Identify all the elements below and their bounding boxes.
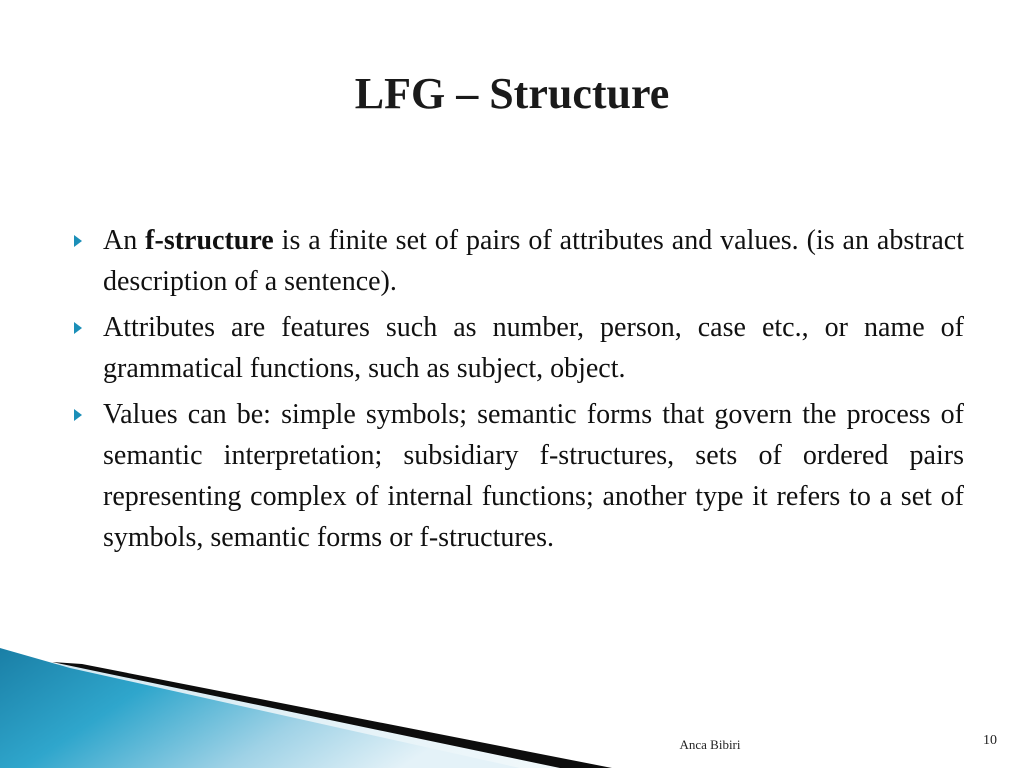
page-number: 10: [983, 733, 997, 748]
bullet-list: [74, 220, 964, 563]
triangle-right-icon: [74, 409, 82, 421]
slide-title: LFG – Structure: [354, 69, 670, 118]
bullet-text: is a finite set of pairs of attributes and values. (is an abstract description of a sentence).: [103, 225, 964, 297]
triangle-right-icon: [74, 322, 82, 334]
bold-term-f-structure: f-structure: [145, 225, 274, 256]
triangle-right-icon: [74, 235, 82, 247]
bullet-text-prefix: An: [103, 225, 146, 256]
footer-author: Anca Bibiri: [679, 737, 741, 752]
bullet-text: Attributes are features such as number, person, case etc., or name of grammatical functions, such as subject, object.: [103, 312, 964, 384]
bullet-text: Values can be: simple symbols; semantic forms that govern the process of semantic interpretation; subsidiary f-structures, sets of ordered pairs representing complex of internal functions; another type it refers to a set of symbols, semantic forms or f-structures.: [103, 399, 964, 553]
bullet-item-values: [74, 394, 964, 558]
bullet-item-f-structure: [74, 220, 964, 302]
bullet-item-attributes: [74, 307, 964, 389]
